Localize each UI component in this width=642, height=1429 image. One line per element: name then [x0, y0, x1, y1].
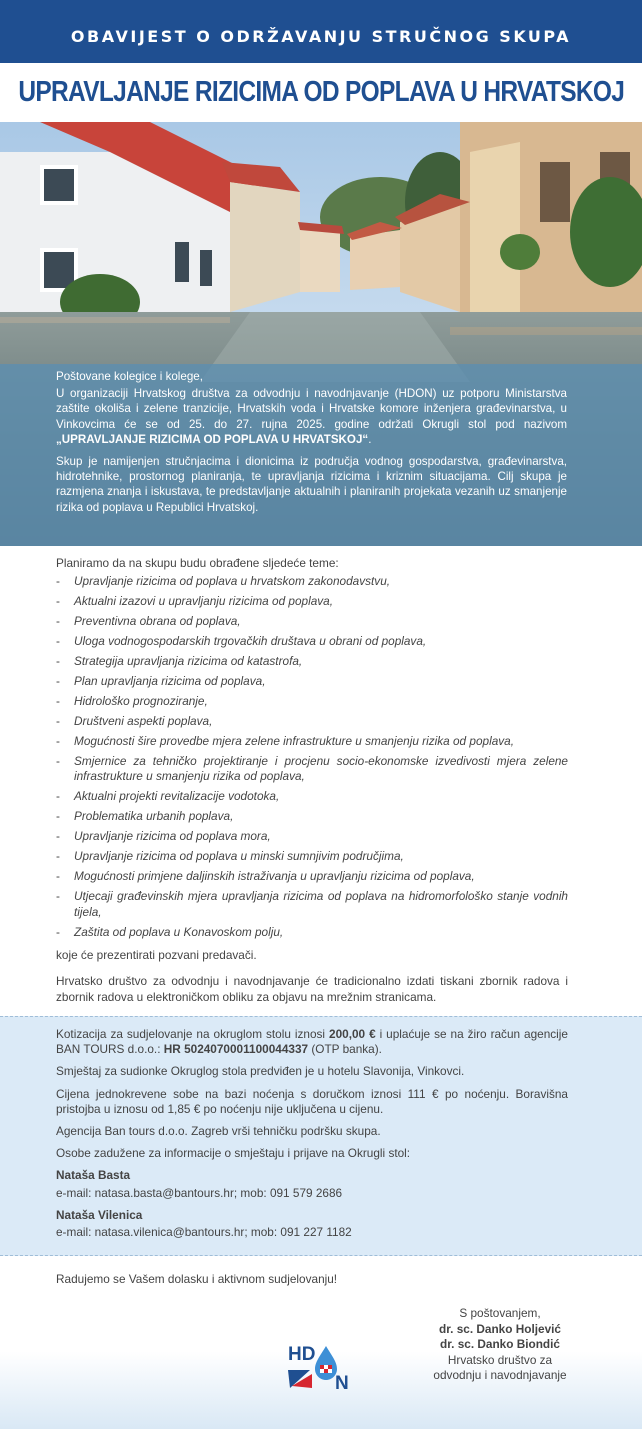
topic-item: - Mogućnosti šire provedbe mjera zelene infrastrukture u smanjenju rizika od poplava,	[56, 734, 568, 749]
topic-item: - Zaštita od poplava u Konavoskom polju,	[56, 925, 568, 940]
contact-name: Nataša Vilenica	[56, 1207, 143, 1222]
topic-item: - Hidrološko prognoziranje,	[56, 694, 568, 709]
topic-item: - Plan upravljanja rizicima od poplava,	[56, 674, 568, 689]
topic-item: - Problematika urbanih poplava,	[56, 809, 568, 824]
title-bar	[0, 63, 642, 122]
logo-text-n: N	[335, 1373, 349, 1392]
fee-paragraph: Kotizacija za sudjelovanje na okruglom stolu iznosi 200,00 € i uplaćuje se na žiro račun agencije BAN TOURS d.o.o.: HR 5024070001100044337 (OTP banka).	[56, 1027, 568, 1057]
signature-block	[400, 1306, 600, 1384]
greeting: Poštovane kolegice i kolege,	[56, 370, 203, 383]
event-name: „UPRAVLJANJE RIZICIMA OD POPLAVA U HRVATSKOJ“	[56, 432, 369, 446]
contact-details[interactable]: e-mail: natasa.basta@bantours.hr; mob: 091 579 2686	[56, 1185, 343, 1200]
fee-amount: 200,00 €	[329, 1027, 376, 1041]
topic-item: - Aktualni izazovi u upravljanju rizicima od poplava,	[56, 594, 568, 609]
org-name-line: Hrvatsko društvo za	[447, 1352, 553, 1367]
topic-item: - Utjecaji građevinskih mjera upravljanja rizicima od poplava na hidromorfološko stanje vodnih tijela,	[56, 889, 568, 920]
page-title: UPRAVLJANJE RIZICIMA OD POPLAVA U HRVATSKOJ	[18, 76, 624, 108]
topic-item: - Preventivna obrana od poplava,	[56, 614, 568, 629]
intro-text	[56, 369, 567, 522]
topics-list	[56, 574, 568, 940]
notice-heading: OBAVIJEST O ODRŽAVANJU STRUČNOG SKUPA	[70, 27, 572, 46]
topic-item: - Upravljanje rizicima od poplava u minski sumnjivim područjima,	[56, 849, 568, 864]
topics-after: koje će prezentirati pozvani predavači.	[56, 947, 257, 962]
topic-item: - Aktualni projekti revitalizacije vodotoka,	[56, 789, 568, 804]
top-banner	[0, 0, 642, 63]
contact-name: Nataša Basta	[56, 1168, 131, 1183]
signatory-name: dr. sc. Danko Biondić	[440, 1337, 560, 1351]
intro-paragraph-2: Skup je namijenjen stručnjacima i dionicima iz područja vodnog gospodarstva, građevinarstva, hidrotehnike, prostornog planiranja, te upravljanja rizicima i kriznim situacijama. Cilj skupa je razmjena znanja i iskustava, te predstavljanje aktualnih i planiranih projekata vezanih uz smanjenje rizika od poplava u Republici Hrvatskoj.	[56, 455, 567, 514]
topic-item: - Upravljanje rizicima od poplava u hrvatskom zakonodavstvu,	[56, 574, 568, 589]
iban: HR 5024070001100044337	[163, 1042, 309, 1057]
topics-section	[56, 556, 568, 1005]
topic-item: - Smjernice za tehničko projektiranje i procjenu socio-ekonomske izvedivosti mjera zelene infrastrukture u smanjenju rizika od poplava,	[56, 754, 568, 785]
topic-item: - Mogućnosti primjene daljinskih istraživanja u upravljanju rizicima od poplava,	[56, 869, 568, 884]
welcome-text: Radujemo se Vašem dolasku i aktivnom sudjelovanju!	[56, 1272, 338, 1286]
topics-intro: Planiramo da na skupu budu obrađene sljedeće teme:	[56, 556, 339, 570]
hdon-logo	[286, 1340, 352, 1392]
signatory-name: dr. sc. Danko Holjević	[439, 1321, 561, 1336]
hotel-paragraph: Smještaj za sudionke Okruglog stola predviđen je u hotelu Slavonija, Vinkovci.	[56, 1064, 465, 1079]
intro-paragraph-1: U organizaciji Hrvatskog društva za odvodnju i navodnjavanje (HDON) uz potporu Ministarstva zaštite okoliša i zelene tranzicije, Hrvatskih voda i Hrvatske komore inženjera građevinarstva, u Vinkovcima će se od 25. do 27. rujna 2025. godine održati Okrugli stol pod nazivom „UPRAVLJANJE RIZICIMA OD POPLAVA U HRVATSKOJ“.	[56, 387, 567, 446]
regards: S poštovanjem,	[459, 1306, 541, 1320]
logo-text-hd: HD	[288, 1344, 316, 1365]
contacts-intro: Osobe zadužene za informacije o smještaju i prijave na Okrugli stol:	[56, 1146, 411, 1161]
topic-item: - Strategija upravljanja rizicima od katastrofa,	[56, 654, 568, 669]
contact-details[interactable]: e-mail: natasa.vilenica@bantours.hr; mob: 091 227 1182	[56, 1225, 352, 1240]
topic-item: - Upravljanje rizicima od poplava mora,	[56, 829, 568, 844]
topic-item: - Društveni aspekti poplava,	[56, 714, 568, 729]
org-name-line: odvodnju i navodnjavanje	[433, 1368, 567, 1382]
info-text	[56, 1027, 568, 1247]
proceedings-note: Hrvatsko društvo za odvodnju i navodnjavanje će tradicionalno izdati tiskani zbornik radova i zbornik radova u elektroničkom obliku za objavu na mrežnim stranicama.	[56, 974, 568, 1004]
price-paragraph: Cijena jednokrevene sobe na bazi noćenja s doručkom iznosi 111 € po noćenju. Boravišna pristojba u iznosu od 1,85 € po noćenju nije uključena u cijenu.	[56, 1086, 568, 1116]
agency-paragraph: Agencija Ban tours d.o.o. Zagreb vrši tehničku podršku skupa.	[56, 1124, 381, 1139]
topic-item: - Uloga vodnogospodarskih trgovačkih društava u obrani od poplava,	[56, 634, 568, 649]
